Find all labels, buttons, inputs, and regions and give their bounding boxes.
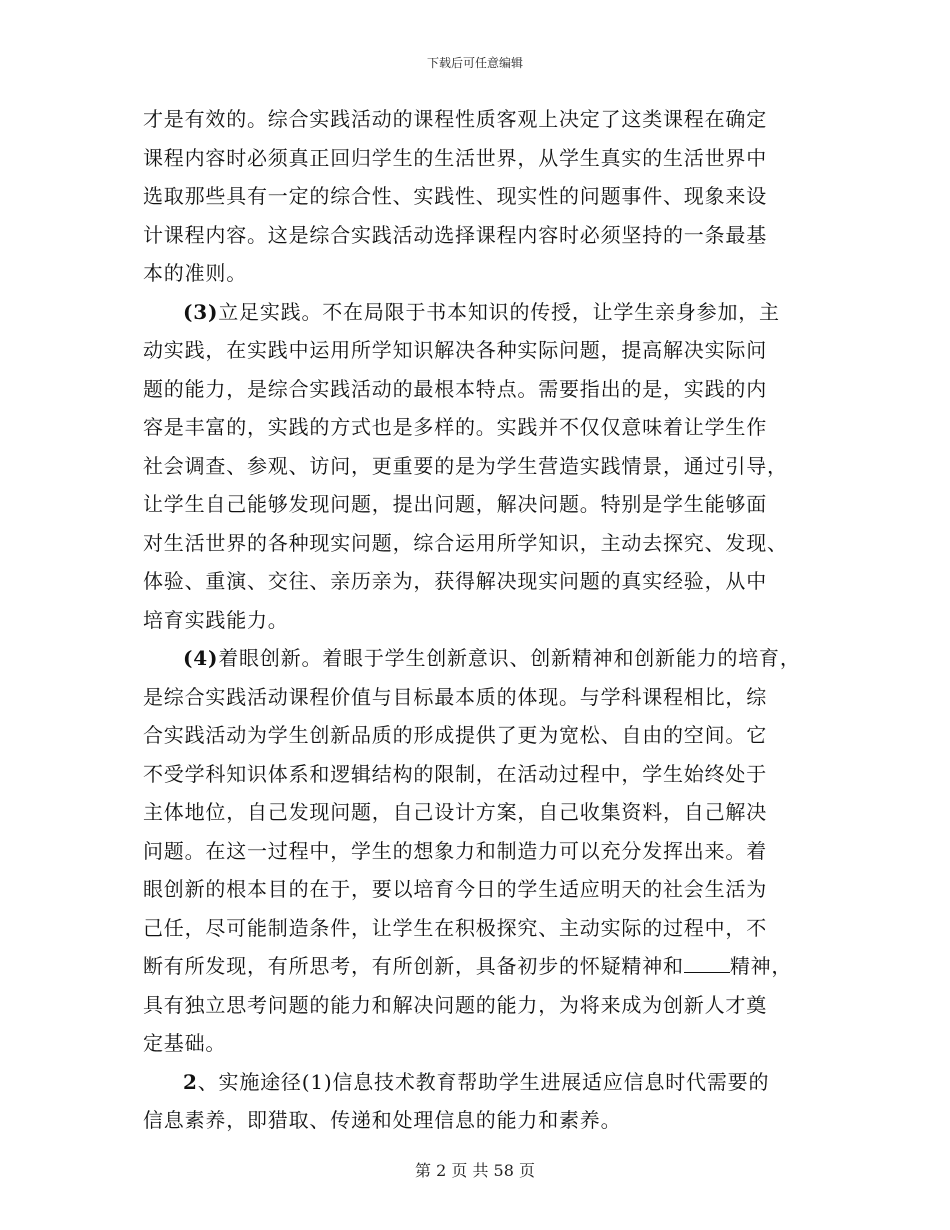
- fill-in-blank: [684, 954, 730, 973]
- text-line: 不受学科知识体系和逻辑结构的限制，在活动过程中，学生始终处于: [143, 761, 767, 786]
- text-line: 动实践，在实践中运用所学知识解决各种实际问题，提高解决实际问: [143, 338, 767, 362]
- text-line-with-blank: [143, 947, 823, 986]
- text-line: 计课程内容。这是综合实践活动选择课程内容时必须坚持的一条最基: [143, 222, 767, 247]
- item-number: (3): [183, 299, 219, 324]
- text-line: 容是丰富的，实践的方式也是多样的。实践并不仅仅意味着让学生作: [143, 415, 767, 439]
- item-number: (4): [183, 646, 219, 670]
- paragraph-lead-line: [143, 293, 823, 332]
- text-line: 合实践活动为学生创新品质的形成提供了更为宽松、自由的空间。它: [143, 723, 767, 747]
- text-line: 是综合实践活动课程价值与目标最本质的体现。与学科课程相比，综: [143, 684, 767, 709]
- text-line: 具有独立思考问题的能力和解决问题的能力，为将来成为创新人才奠: [143, 992, 767, 1017]
- page-footer: 第 2 页 共 58 页: [415, 1161, 535, 1180]
- text-line: 让学生自己能够发现问题，提出问题，解决问题。特别是学生能够面: [143, 492, 767, 516]
- text-line: 问题。在这一过程中，学生的想象力和制造力可以充分发挥出来。着: [143, 838, 767, 863]
- text-line: 信息素养，即猎取、传递和处理信息的能力和素养。: [143, 1108, 622, 1132]
- text-line: 课程内容时必须真正回归学生的生活世界，从学生真实的生活世界中: [143, 145, 767, 170]
- text-line: 体验、重演、交往、亲历亲为，获得解决现实问题的真实经验，从中: [143, 569, 767, 593]
- text-span: 着眼创新。着眼于学生创新意识、创新精神和创新能力的培育，: [218, 646, 801, 670]
- text-line: 培育实践能力。: [143, 607, 289, 632]
- text-line: 本的准则。: [143, 261, 247, 285]
- item-number: 2: [183, 1069, 198, 1094]
- text-line: 眼创新的根本目的在于，要以培育今日的学生适应明天的社会生活为: [143, 877, 767, 901]
- page-header: 下载后可任意编辑: [426, 56, 523, 70]
- paragraph-lead-line: [143, 639, 823, 678]
- text-span: 精神，: [729, 954, 793, 978]
- text-line: 主体地位，自己发现问题，自己设计方案，自己收集资料，自己解决: [143, 800, 767, 824]
- text-span: 立足实践。不在局限于书本知识的传授，让学生亲身参加，主: [218, 299, 780, 324]
- text-line: 定基础。: [143, 1031, 227, 1055]
- text-line: 题的能力，是综合实践活动的最根本特点。需要指出的是，实践的内: [143, 376, 767, 401]
- text-line: 己任，尽可能制造条件，让学生在积极探究、主动实际的过程中，不: [143, 915, 767, 940]
- document-body: [143, 100, 823, 1140]
- text-line: 选取那些具有一定的综合性、实践性、现实性的问题事件、现象来设: [143, 184, 767, 208]
- text-span: 断有所发现，有所思考，有所创新，具备初步的怀疑精神和: [143, 954, 684, 978]
- text-line: 社会调查、参观、访问，更重要的是为学生营造实践情景，通过引导，: [143, 453, 788, 478]
- paragraph-lead-line: [143, 1063, 823, 1102]
- text-span: 、实施途径(1)信息技术教育帮助学生进展适应信息时代需要的: [197, 1069, 770, 1094]
- text-line: 才是有效的。综合实践活动的课程性质客观上决定了这类课程在确定: [143, 107, 767, 131]
- text-line: 对生活世界的各种现实问题，综合运用所学知识，主动去探究、发现、: [143, 530, 788, 555]
